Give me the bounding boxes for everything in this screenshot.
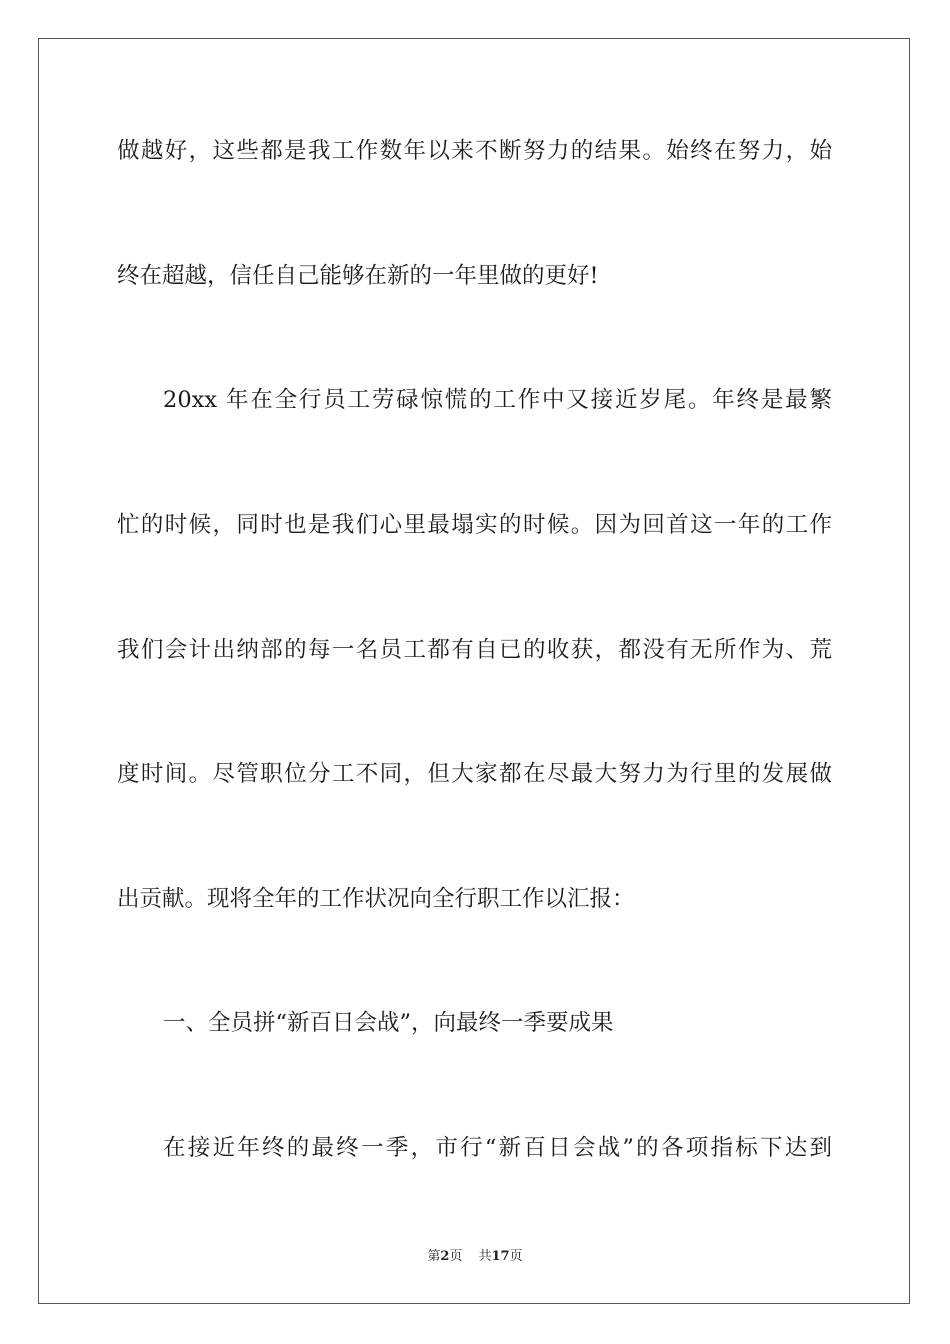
paragraph-first-line: 20xx 年在全行员工劳碌惊慌的工作中又接近岁尾。年终是最繁: [163, 387, 832, 413]
body-text-line: 出贡献。现将全年的工作状况向全行职工作以汇报：: [117, 886, 635, 912]
body-text-line: 终在超越，信任自己能够在新的一年里做的更好!: [117, 263, 599, 289]
body-text-line: 度时间。尽管职位分工不同，但大家都在尽最大努力为行里的发展做: [117, 761, 832, 787]
body-text-line: 忙的时候，同时也是我们心里最塌实的时候。因为回首这一年的工作: [117, 512, 832, 538]
footer-current-page: 2: [440, 1249, 450, 1264]
page-border: [38, 38, 910, 1304]
paragraph-first-line: 在接近年终的最终一季，市行“新百日会战”的各项指标下达到: [163, 1135, 832, 1161]
body-text-line: 做越好，这些都是我工作数年以来不断努力的结果。始终在努力，始: [117, 138, 832, 164]
footer-total-pages: 17: [491, 1249, 510, 1264]
footer-total-prefix: 共: [478, 1249, 492, 1264]
footer-total-suffix: 页: [509, 1249, 523, 1264]
body-text-line: 我们会计出纳部的每一名员工都有自已的收获，都没有无所作为、荒: [117, 637, 832, 663]
footer-page-suffix: 页: [449, 1249, 463, 1264]
footer-page-prefix: 第: [427, 1249, 441, 1264]
section-heading: 一、全员拼“新百日会战”，向最终一季要成果: [163, 1010, 614, 1036]
page-footer: [0, 1249, 950, 1265]
